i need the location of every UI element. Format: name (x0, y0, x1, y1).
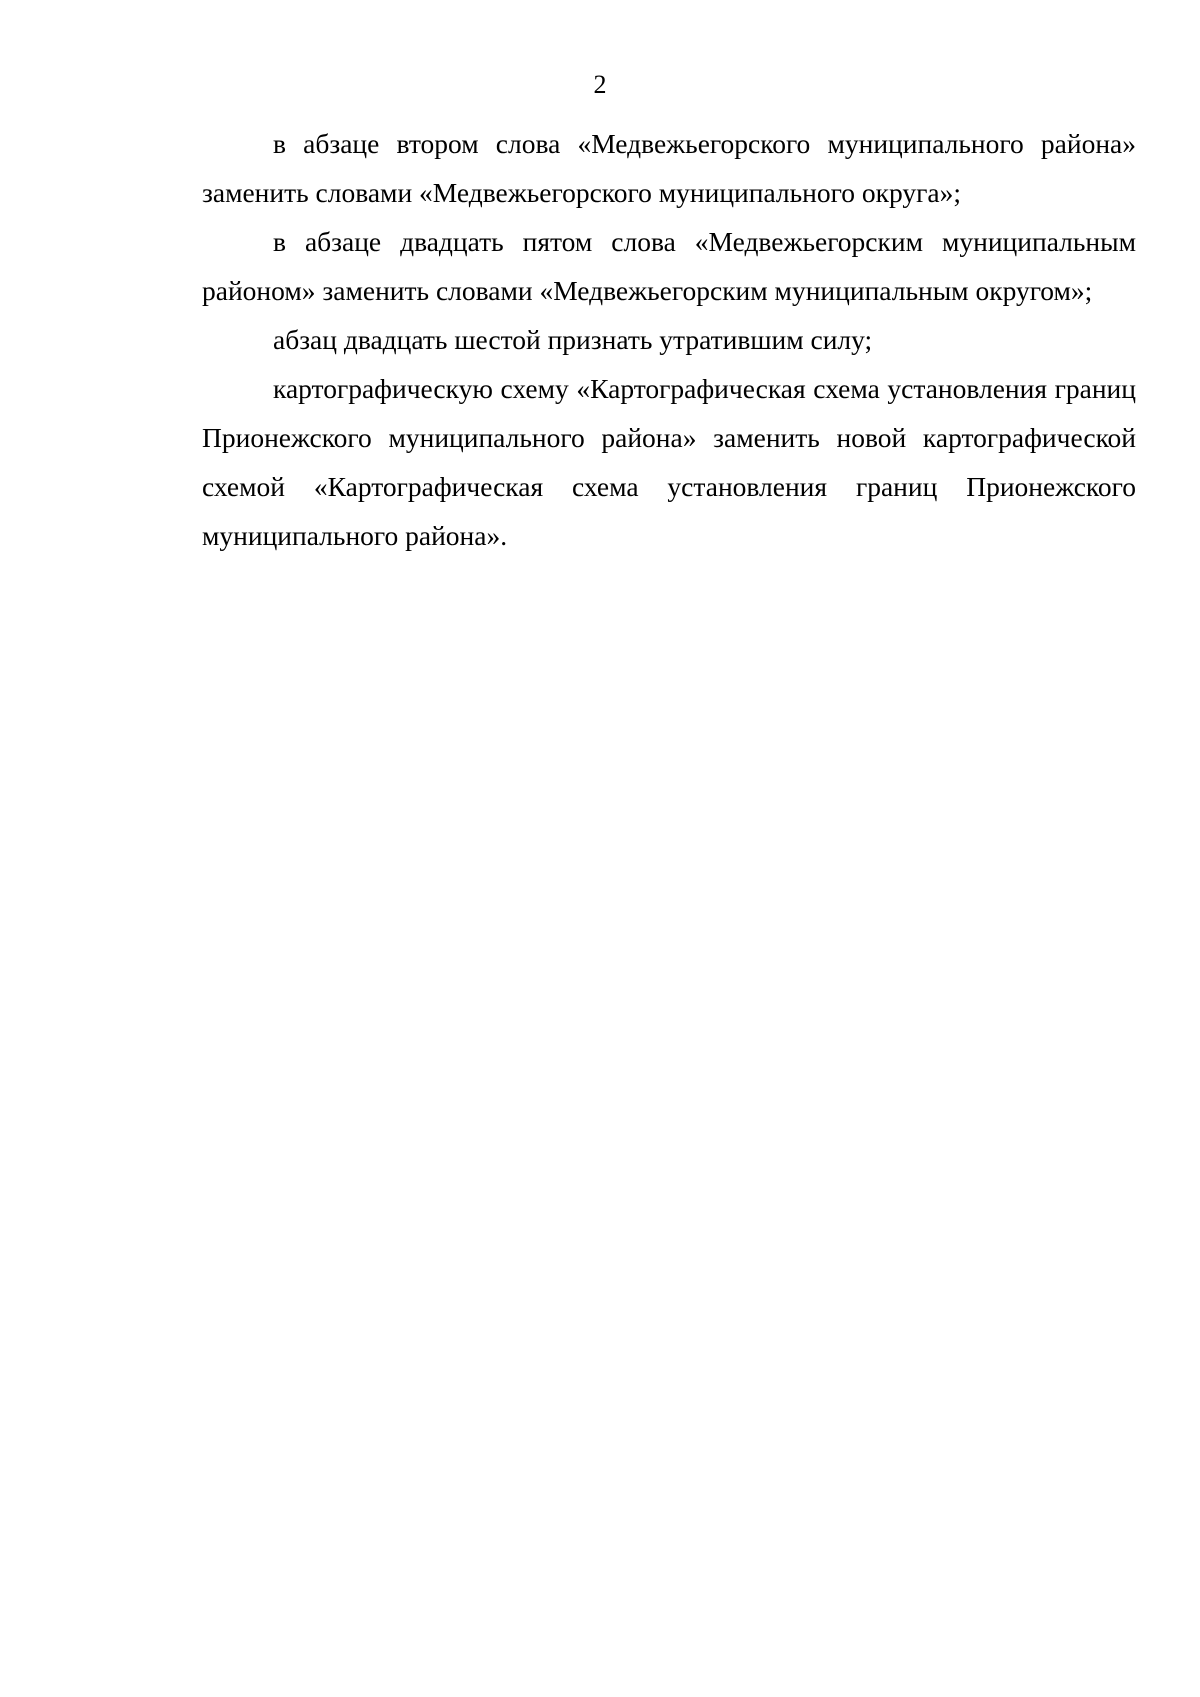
page-number: 2 (593, 70, 607, 99)
document-body (202, 119, 1136, 560)
paragraph-4: картографическую схему «Картографическая схема установления границ Прионежского муниципального района» заменить новой картографической схемой «Картографическая схема установления границ Прионежского муниципального района». (202, 373, 1136, 551)
paragraph-2: в абзаце двадцать пятом слова «Медвежьегорским муниципальным районом» заменить словами «Медвежьегорским муниципальным округом»; (202, 226, 1136, 306)
paragraph-3: абзац двадцать шестой признать утратившим силу; (273, 324, 873, 355)
paragraph-1: в абзаце втором слова «Медвежьегорского муниципального района» заменить словами «Медвежьегорского муниципального округа»; (202, 128, 1136, 208)
